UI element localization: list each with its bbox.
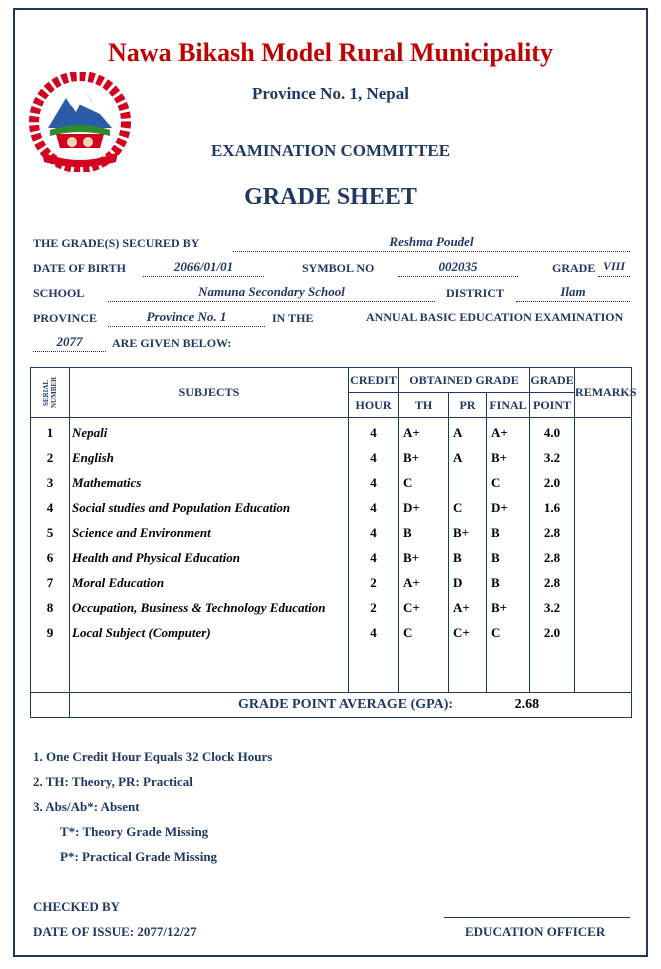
date-of-issue-label: DATE OF ISSUE: [33,924,135,939]
cell-sn: 2 [46,450,54,465]
pr-header: PR [449,393,487,418]
cell-pr: D [453,575,463,590]
credit-header: CREDIT [349,368,399,393]
cell-point: 3.2 [543,600,561,615]
in-the-label: IN THE [272,311,314,325]
cell-subject: Local Subject (Computer) [72,625,211,640]
cell-credit: 4 [370,500,377,515]
date-of-issue-value: 2077/12/27 [137,924,197,939]
cell-point: 2.0 [543,475,561,490]
gpa-spacer [31,693,70,718]
cell-pr: C+ [453,625,470,640]
cell-th: C [403,475,413,490]
grade-header: GRADE [530,368,575,393]
obtained-grade-header: OBTAINED GRADE [399,368,530,393]
point-column [530,418,575,693]
note-3: 3. Abs/Ab*: Absent [33,799,140,814]
subjects-header: SUBJECTS [70,368,349,418]
cell-sn: 8 [46,600,54,615]
cell-final: D+ [491,500,508,515]
cell-credit: 2 [370,575,377,590]
serial-header: SERIAL NUMBER [31,368,70,418]
cell-point: 1.6 [543,500,561,515]
cell-sn: 7 [46,575,54,590]
cell-pr [449,470,486,495]
cell-pr: A+ [453,600,470,615]
cell-th: C+ [403,600,420,615]
cell-sn: 1 [46,425,54,440]
note-5: P*: Practical Grade Missing [60,849,218,864]
th-column [399,418,449,693]
province-value: Province No. 1 [108,309,265,327]
district-label: DISTRICT [446,286,505,300]
cell-credit: 4 [370,450,377,465]
cell-th: B+ [403,550,420,565]
cell-sn: 6 [46,550,54,565]
cell-final: B [491,525,500,540]
document-title: GRADE SHEET [244,184,417,210]
cell-final: B+ [491,600,508,615]
cell-pr: A [453,425,463,440]
symbol-value: 002035 [398,259,518,277]
cell-subject: Mathematics [72,475,142,490]
cell-final: B+ [491,450,508,465]
education-officer-label: EDUCATION OFFICER [465,924,606,939]
secured-by-label: THE GRADE(S) SECURED BY [33,236,200,250]
cell-credit: 2 [370,600,377,615]
date-of-issue [33,924,197,940]
final-column [487,418,530,693]
grade-value: VIII [598,259,630,277]
cell-subject: Health and Physical Education [72,550,240,565]
dob-value: 2066/01/01 [143,259,264,277]
point-header: POINT [530,393,575,418]
th-header: TH [399,393,449,418]
cell-credit: 4 [370,475,377,490]
student-name: Reshma Poudel [233,234,630,252]
cell-subject: Social studies and Population Education [72,500,291,515]
hour-header: HOUR [349,393,399,418]
province-subtitle: Province No. 1, Nepal [252,84,409,103]
final-header: FINAL [487,393,530,418]
credit-column [349,418,399,693]
note-2: 2. TH: Theory, PR: Practical [33,774,193,789]
cell-point: 2.8 [543,550,561,565]
cell-credit: 4 [370,550,377,565]
cell-pr: B+ [453,525,470,540]
dob-label: DATE OF BIRTH [33,261,126,275]
checked-by-label: CHECKED BY [33,899,121,914]
signature-line [444,917,630,918]
grade-table [30,367,637,718]
committee-heading: EXAMINATION COMMITTEE [210,141,451,160]
pr-column [449,418,487,693]
cell-sn: 5 [46,525,54,540]
gpa-cell [70,693,632,718]
school-label: SCHOOL [33,286,85,300]
exam-name: ANNUAL BASIC EDUCATION EXAMINATION [366,310,624,324]
cell-point: 2.8 [543,525,561,540]
province-label: PROVINCE [33,311,98,325]
cell-point: 2.8 [543,575,561,590]
cell-sn: 9 [46,625,54,640]
cell-point: 2.0 [543,625,561,640]
cell-subject: English [72,450,114,465]
given-below-label: ARE GIVEN BELOW: [112,336,232,350]
cell-pr: A [453,450,463,465]
cell-final: B [491,550,500,565]
cell-pr: B [453,550,462,565]
cell-point: 4.0 [543,425,561,440]
cell-final: C [491,475,501,490]
school-value: Namuna Secondary School [108,284,435,302]
serial-column [31,418,70,693]
cell-sn: 4 [46,500,54,515]
cell-final: C [491,625,501,640]
cell-credit: 4 [370,625,377,640]
cell-th: B [403,525,412,540]
remarks-column [575,418,632,693]
cell-final: A+ [491,425,508,440]
cell-th: C [403,625,413,640]
district-value: Ilam [516,284,630,302]
note-1: 1. One Credit Hour Equals 32 Clock Hours [33,749,273,764]
cell-subject: Moral Education [72,575,165,590]
cell-subject: Occupation, Business & Technology Education [72,600,326,615]
cell-th: B+ [403,450,420,465]
exam-year: 2077 [33,334,106,352]
subject-column [70,418,349,693]
cell-pr: C [453,500,463,515]
cell-th: A+ [403,575,420,590]
gpa-value: 2.68 [514,697,540,712]
gpa-label: GRADE POINT AVERAGE (GPA): [238,697,454,712]
remarks-header: REMARKS [575,368,632,418]
note-4: T*: Theory Grade Missing [60,824,209,839]
cell-subject: Nepali [72,425,108,440]
cell-credit: 4 [370,525,377,540]
municipality-title: Nawa Bikash Model Rural Municipality [108,38,553,67]
cell-subject: Science and Environment [72,525,211,540]
symbol-label: SYMBOL NO [302,261,375,275]
grade-label: GRADE [552,261,596,275]
cell-point: 3.2 [543,450,561,465]
cell-th: D+ [403,500,420,515]
cell-credit: 4 [370,425,377,440]
cell-sn: 3 [46,475,54,490]
cell-th: A+ [403,425,420,440]
cell-final: B [491,575,500,590]
